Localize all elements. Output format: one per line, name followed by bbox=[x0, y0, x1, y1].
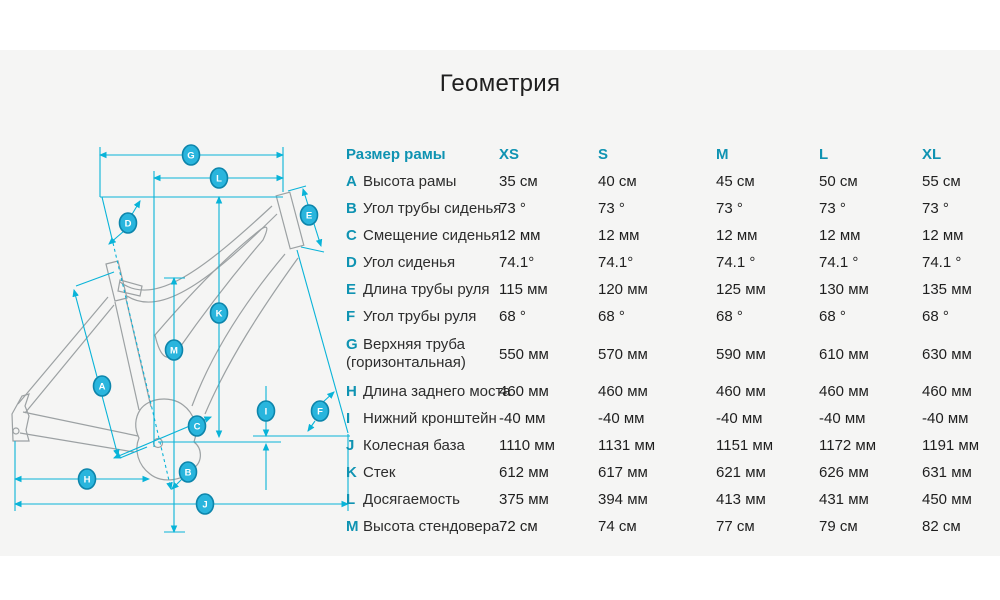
value-xl: -40 мм bbox=[922, 410, 969, 427]
diagram-label-f bbox=[312, 401, 329, 421]
value-m: 621 мм bbox=[716, 464, 766, 481]
bike-geometry-diagram bbox=[0, 130, 350, 560]
value-xl: 460 мм bbox=[922, 383, 972, 400]
row-label: Колесная база bbox=[363, 437, 465, 454]
value-m: 125 мм bbox=[716, 281, 766, 298]
diagram-label-g bbox=[183, 145, 200, 165]
diagram-label-m bbox=[166, 340, 183, 360]
value-xs: 375 мм bbox=[499, 491, 549, 508]
row-label: Угол трубы руля bbox=[363, 308, 477, 325]
diagram-label-b bbox=[180, 462, 197, 482]
value-s: 74 см bbox=[598, 518, 637, 535]
size-header-m: M bbox=[716, 145, 729, 163]
svg-text:C: C bbox=[193, 421, 201, 433]
value-m: 73 ° bbox=[716, 200, 743, 217]
diagram-label-k bbox=[211, 303, 228, 323]
value-xs: 73 ° bbox=[499, 200, 526, 217]
row-letter: F bbox=[346, 308, 356, 325]
table-row bbox=[346, 378, 1000, 405]
value-m: 460 мм bbox=[716, 383, 766, 400]
row-label: Высота рамы bbox=[363, 173, 457, 190]
value-l: 12 мм bbox=[819, 227, 861, 244]
row-letter: D bbox=[346, 254, 357, 271]
row-letter: M bbox=[346, 518, 359, 535]
diagram-label-j bbox=[197, 494, 214, 514]
value-m: 74.1 ° bbox=[716, 254, 756, 271]
value-s: 617 мм bbox=[598, 464, 648, 481]
value-xl: 135 мм bbox=[922, 281, 972, 298]
row-letter: I bbox=[346, 410, 351, 427]
diagram-label-l bbox=[211, 168, 228, 188]
row-letter: B bbox=[346, 200, 357, 217]
table-header-row bbox=[346, 140, 1000, 168]
geometry-table bbox=[346, 140, 1000, 540]
row-letter: H bbox=[346, 383, 357, 400]
value-xs: -40 мм bbox=[499, 410, 546, 427]
value-l: 460 мм bbox=[819, 383, 869, 400]
value-xl: 82 см bbox=[922, 518, 961, 535]
row-letter: J bbox=[346, 437, 355, 454]
svg-text:J: J bbox=[202, 499, 208, 511]
table-row bbox=[346, 459, 1000, 486]
svg-text:F: F bbox=[317, 406, 323, 418]
svg-text:D: D bbox=[124, 218, 132, 230]
table-row bbox=[346, 330, 1000, 378]
svg-text:G: G bbox=[187, 150, 195, 162]
value-m: 590 мм bbox=[716, 345, 766, 363]
row-label: Длина трубы руля bbox=[363, 281, 490, 298]
value-xl: 12 мм bbox=[922, 227, 964, 244]
diagram-label-i bbox=[258, 401, 275, 421]
value-m: 68 ° bbox=[716, 308, 743, 325]
value-xl: 68 ° bbox=[922, 308, 949, 325]
row-letter: C bbox=[346, 227, 357, 244]
row-label: Стек bbox=[363, 464, 396, 481]
value-xs: 115 мм bbox=[499, 281, 548, 298]
value-xs: 1110 мм bbox=[499, 437, 555, 454]
value-l: 626 мм bbox=[819, 464, 869, 481]
size-header-s: S bbox=[598, 145, 609, 163]
svg-text:I: I bbox=[264, 406, 268, 418]
value-s: 460 мм bbox=[598, 383, 648, 400]
value-s: 68 ° bbox=[598, 308, 625, 325]
value-xs: 612 мм bbox=[499, 464, 549, 481]
size-header-xl: XL bbox=[922, 145, 942, 163]
row-letter: L bbox=[346, 491, 356, 508]
value-xs: 72 см bbox=[499, 518, 538, 535]
size-header-xs: XS bbox=[499, 145, 520, 163]
table-row bbox=[346, 303, 1000, 330]
size-header-l: L bbox=[819, 145, 829, 163]
row-label: Верхняя труба (горизонтальная) bbox=[346, 336, 466, 371]
table-row bbox=[346, 222, 1000, 249]
table-row bbox=[346, 486, 1000, 513]
value-xs: 74.1° bbox=[499, 254, 535, 271]
bike-frame-drawing bbox=[0, 130, 350, 560]
value-l: 50 см bbox=[819, 173, 858, 190]
value-xs: 12 мм bbox=[499, 227, 541, 244]
value-m: -40 мм bbox=[716, 410, 763, 427]
table-row bbox=[346, 168, 1000, 195]
diagram-label-d bbox=[120, 213, 137, 233]
diagram-label-c bbox=[189, 416, 206, 436]
value-xs: 68 ° bbox=[499, 308, 526, 325]
value-m: 1151 мм bbox=[716, 437, 774, 454]
value-xs: 460 мм bbox=[499, 383, 549, 400]
value-xl: 630 мм bbox=[922, 345, 972, 363]
table-row bbox=[346, 249, 1000, 276]
row-label: Высота стендовера bbox=[363, 518, 500, 535]
value-s: 570 мм bbox=[598, 345, 648, 363]
row-letter: G bbox=[346, 336, 358, 353]
svg-text:L: L bbox=[216, 173, 222, 185]
row-label: Угол сиденья bbox=[363, 254, 456, 271]
table-header-label: Размер рамы bbox=[346, 145, 446, 163]
value-xs: 35 см bbox=[499, 173, 538, 190]
value-xl: 55 см bbox=[922, 173, 961, 190]
row-label: Длина заднего моста bbox=[363, 383, 511, 400]
diagram-label-e bbox=[301, 205, 318, 225]
value-l: 1172 мм bbox=[819, 437, 877, 454]
value-xl: 73 ° bbox=[922, 200, 949, 217]
value-l: 68 ° bbox=[819, 308, 846, 325]
value-l: 74.1 ° bbox=[819, 254, 859, 271]
value-l: -40 мм bbox=[819, 410, 866, 427]
value-s: 394 мм bbox=[598, 491, 648, 508]
table-row bbox=[346, 405, 1000, 432]
row-label: Досягаемость bbox=[363, 491, 460, 508]
value-m: 77 см bbox=[716, 518, 755, 535]
svg-text:H: H bbox=[83, 474, 91, 486]
svg-text:B: B bbox=[184, 467, 192, 479]
value-xl: 1191 мм bbox=[922, 437, 980, 454]
value-l: 79 см bbox=[819, 518, 858, 535]
frame-outline bbox=[12, 192, 304, 480]
row-label: Смещение сиденья bbox=[363, 227, 500, 244]
value-xs: 550 мм bbox=[499, 345, 549, 363]
table-row bbox=[346, 513, 1000, 540]
svg-text:A: A bbox=[98, 381, 106, 393]
row-letter: K bbox=[346, 464, 357, 481]
row-label: Угол трубы сиденья bbox=[363, 200, 502, 217]
value-s: 74.1° bbox=[598, 254, 634, 271]
value-s: 73 ° bbox=[598, 200, 625, 217]
value-xl: 450 мм bbox=[922, 491, 972, 508]
value-l: 610 мм bbox=[819, 345, 869, 363]
value-s: 40 см bbox=[598, 173, 637, 190]
value-s: 12 мм bbox=[598, 227, 640, 244]
svg-text:M: M bbox=[170, 345, 178, 357]
table-row bbox=[346, 276, 1000, 303]
value-xl: 74.1 ° bbox=[922, 254, 962, 271]
value-l: 73 ° bbox=[819, 200, 846, 217]
svg-text:E: E bbox=[305, 210, 313, 222]
page-title: Геометрия bbox=[439, 70, 561, 97]
row-letter: E bbox=[346, 281, 357, 298]
value-m: 45 см bbox=[716, 173, 755, 190]
value-m: 12 мм bbox=[716, 227, 758, 244]
table-row bbox=[346, 432, 1000, 459]
row-letter: A bbox=[346, 173, 357, 190]
value-s: 120 мм bbox=[598, 281, 648, 298]
value-s: -40 мм bbox=[598, 410, 645, 427]
svg-text:K: K bbox=[215, 308, 223, 320]
diagram-letter-bubbles bbox=[79, 145, 329, 514]
row-label: Нижний кронштейн bbox=[363, 410, 497, 427]
value-l: 431 мм bbox=[819, 491, 869, 508]
diagram-label-a bbox=[94, 376, 111, 396]
value-m: 413 мм bbox=[716, 491, 766, 508]
value-s: 1131 мм bbox=[598, 437, 656, 454]
value-xl: 631 мм bbox=[922, 464, 972, 481]
value-l: 130 мм bbox=[819, 281, 869, 298]
diagram-label-h bbox=[79, 469, 96, 489]
table-row bbox=[346, 195, 1000, 222]
